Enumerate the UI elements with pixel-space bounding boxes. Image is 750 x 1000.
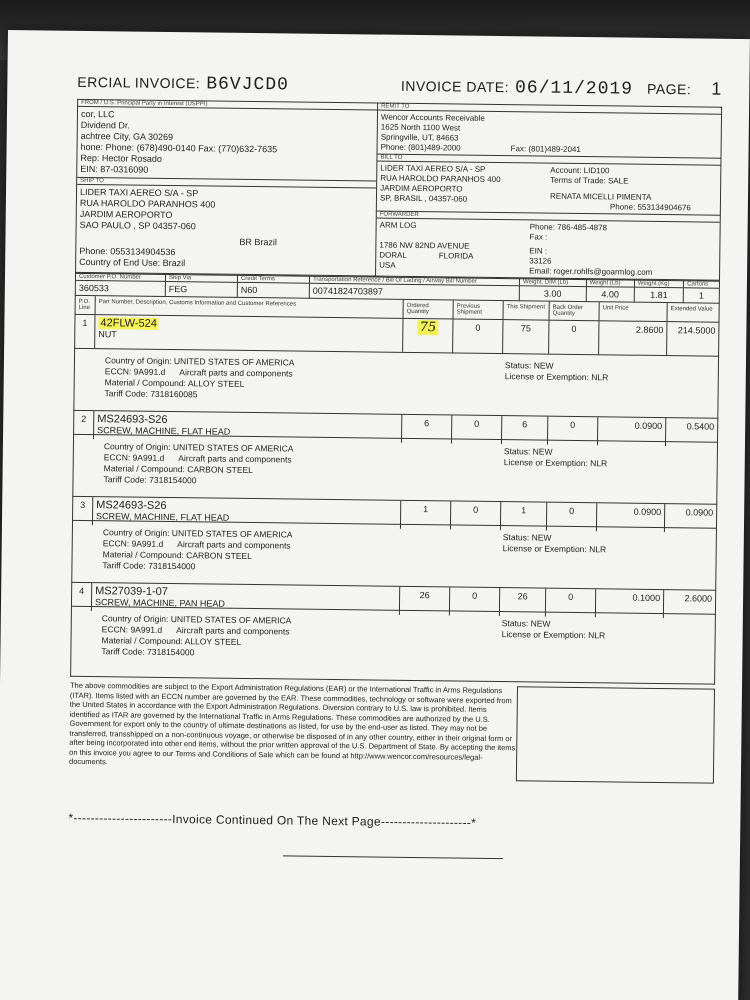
remit-line: Springville, UT, 84663 [380,132,459,143]
ordered-quantity: 1 [401,501,451,530]
part-description: NUT [98,329,117,340]
part-number: MS24693-S26 [96,499,167,512]
invoice-header [77,71,722,101]
po-number-header: Customer P.O. Number [76,274,165,282]
line-number: 1 [75,315,95,348]
tariff-code: Tariff Code: 7318160085 [104,388,198,400]
part-number: 42FLW-524 [100,317,157,330]
col-extended-value: Extended Value [670,306,713,313]
bill-to-line: JARDIM AEROPORTO [380,183,463,194]
weight-dim-header: Weight, DIM (Lb) [520,279,586,287]
back-order-quantity: 0 [549,321,599,355]
from-line: cor, LLC [80,108,115,120]
bill-to-phone: Phone: 553134904676 [609,202,691,213]
col-ordered-qty: Ordered Quantity [404,300,454,319]
from-caption: FROM / U.S. Principal Party in Interest (USPPI) [78,100,377,111]
item-status: Status: NEW [504,360,554,371]
eccn: ECCN: 9A991.d [102,538,164,549]
ship-to-line: LIDER TAXI AEREO S/A - SP [79,186,199,199]
cartons: 1 [698,290,704,301]
ship-to-line: JARDIM AEROPORTO [79,208,173,221]
bill-to-block [376,154,721,215]
credit-terms: N60 [240,284,258,296]
continued-notice: *-----------------------Invoice Continued On The Next Page---------------------* [68,810,477,830]
export-compliance-text: The above commodities are subject to the Export Administration Regulations (EAR) or the International Traffic in Arms Regulations (ITAR). Items listed with an ECCN number are governed by the EAR. These commodities, technology or software were exported from the United States in accordance with the Export Administration Regulations. Diversion contrary to U.S. law is prohibited. Items identified as ITAR are governed by the International Traffic in Arms Regulations. These commodities are authorized by the U.S. Government for export only to the country of ultimate destinations as listed, for use by the end-user as listed. They may not be transferred, transshipped on a non-continuous voyage, or otherwise be disposed of in any other country, either in their original form or after being incorporated into other end items, without the prior written approval of the U.S. Department of State. By accepting the items on this invoice you agree to our Terms and Conditions of Sale which can be found at http://www.wencor.com/resources/legal-documents. [69,680,516,767]
invoice-date: 06/11/2019 [514,78,634,100]
material: Material / Compound: CARBON STEEL [103,463,253,476]
col-unit-price: Unit Price [599,302,667,321]
legal-section [69,681,715,784]
this-shipment: 26 [500,588,546,617]
weight-dim: 3.00 [543,288,562,299]
po-number: 360533 [78,282,109,294]
material: Material / Compound: ALLOY STEEL [101,635,242,647]
col-po-line: P.O. Line [76,296,96,314]
forwarder-zip: 33126 [529,256,552,266]
signature-line [283,855,503,859]
forwarder-ein: EIN : [529,246,548,256]
previous-shipment: 0 [453,319,503,353]
forwarder-caption: FORWARDER [377,212,720,223]
from-line: Rep: Hector Rosado [80,152,163,164]
invoice-paper [0,30,750,1000]
tariff-code: Tariff Code: 7318154000 [101,646,195,658]
ship-to-line: SAO PAULO , SP 04357-060 [79,219,196,232]
page-label: PAGE: [646,80,692,98]
bill-to-contact: RENATA MICELLI PIMENTA [549,191,652,202]
col-previous-shipment: Previous Shipment [454,300,504,319]
remit-caption: REMIT TO [378,104,721,115]
col-back-order: Back Order Quantity [550,302,600,321]
license-exemption: License or Exemption: NLR [503,457,608,469]
extended-value: 0.5400 [686,421,715,432]
from-line: EIN: 87-0316090 [80,163,149,175]
unit-price: 0.0900 [598,417,666,446]
extended-value: 2.6000 [684,593,713,604]
eccn: ECCN: 9A991.d [104,366,166,377]
airway-bill-header: Transportation Reference / Bill Of Lading / Airway Bill Number [310,277,519,287]
license-exemption: License or Exemption: NLR [502,543,607,555]
material: Material / Compound: ALLOY STEEL [104,377,245,389]
license-exemption: License or Exemption: NLR [501,629,606,641]
forwarder-name: ARM LOG [379,220,417,231]
previous-shipment: 0 [451,501,501,530]
back-order-quantity: 0 [546,589,596,618]
ship-to-caption: SHIP TO [77,177,376,189]
terms-of-trade: Terms of Trade: SALE [550,175,629,186]
weight-kg: 1.81 [650,289,668,301]
ship-to-line: RUA HAROLDO PARANHOS 400 [79,197,216,210]
address-table [75,99,722,281]
forwarder-block [376,211,721,280]
eccn: ECCN: 9A991.d [101,624,163,635]
part-number: MS27039-1-07 [95,585,169,598]
ordered-quantity: 6 [402,415,452,444]
weight-kg-header: Weight (Kg) [635,281,683,289]
material: Material / Compound: CARBON STEEL [102,549,252,562]
from-line: achtree City, GA 30269 [80,130,174,143]
forwarder-phone: Phone: 786-485-4878 [529,222,608,233]
tariff-code: Tariff Code: 7318154000 [102,560,196,572]
ordered-quantity: 75 [419,320,437,336]
weight-lb: 4.00 [601,289,619,300]
forwarder-address: 1786 NW 82ND AVENUE [379,240,470,251]
part-number: MS24693-S26 [97,413,168,426]
invoice-number: B6VJCD0 [206,74,289,96]
unit-price: 2.8600 [599,321,667,355]
remit-block [377,103,722,158]
cartons-header: Cartons [684,281,719,288]
invoice-date-label: INVOICE DATE: [400,77,510,96]
account-number: Account: LID100 [550,165,610,176]
item-status: Status: NEW [502,532,552,543]
unit-price: 0.1000 [596,589,664,618]
invoice-page [68,71,723,862]
tariff-code: Tariff Code: 7318154000 [103,474,197,486]
back-order-quantity: 0 [548,417,598,446]
eccn-description: Aircraft parts and components [176,625,290,637]
from-line: Dividend Dr. [80,119,130,131]
ship-to-country: BR Brazil [239,236,278,248]
forwarder-city: DORAL [379,250,407,260]
forwarder-fax: Fax : [529,232,548,242]
weight-lb-header: Weight (Lb) [587,280,634,288]
remit-fax: Fax: (801)489-2041 [510,144,581,155]
bill-to-caption: BILL TO [377,155,720,166]
line-item-details [73,349,719,419]
ship-to-phone: Phone: 0553134904536 [79,245,176,258]
remit-line: Phone: (801)489-2000 [380,142,461,153]
line-number: 2 [74,411,94,439]
previous-shipment: 0 [450,587,500,616]
part-description: SCREW, MACHINE, PAN HEAD [94,597,225,609]
eccn-description: Aircraft parts and components [179,367,293,379]
forwarder-state: FLORIDA [438,251,474,261]
eccn-description: Aircraft parts and components [178,453,292,465]
from-line: hone: Phone: (678)490-0140 Fax: (770)632-7635 [80,141,278,155]
part-description: SCREW, MACHINE, FLAT HEAD [97,425,231,437]
this-shipment: 6 [502,416,548,445]
extended-value: 0.0900 [685,507,714,518]
country-of-origin: Country of Origin: UNITED STATES OF AMERICA [102,527,293,540]
col-part-description: Part Number, Description, Customs Information and Customer References [96,296,404,318]
item-status: Status: NEW [503,446,553,457]
ship-via-header: Ship Via [166,275,237,283]
ordered-quantity: 26 [400,587,450,616]
extended-value: 214.5000 [677,325,716,336]
forwarder-email: Email: roger.rohlfs@goarmlog.com [529,266,653,277]
line-item-details [70,607,716,685]
eccn: ECCN: 9A991.d [103,452,165,463]
line-number: 4 [72,583,92,611]
remit-line: Wencor Accounts Receivable [380,112,485,123]
unit-price: 0.0900 [597,503,665,532]
country-of-origin: Country of Origin: UNITED STATES OF AMERICA [104,355,295,368]
from-block [76,99,378,276]
airway-bill: 00741824703897 [312,285,383,297]
line-number: 3 [73,497,93,525]
invoice-title: ERCIAL INVOICE: [77,73,201,92]
bill-to-line: RUA HAROLDO PARANHOS 400 [380,173,501,185]
forwarder-country: USA [379,260,396,270]
part-description: SCREW, MACHINE, FLAT HEAD [96,511,230,523]
remit-line: 1625 North 1100 West [380,122,461,133]
signature-box [515,686,715,783]
bill-to-line: LIDER TAXI AEREO S/A - SP [380,163,486,174]
previous-shipment: 0 [452,415,502,444]
page-number: 1 [711,78,723,99]
credit-terms-header: Credit Terms [238,276,309,284]
eccn-description: Aircraft parts and components [177,539,291,551]
license-exemption: License or Exemption: NLR [504,371,609,383]
col-this-shipment: This Shipment [504,301,550,320]
item-status: Status: NEW [501,618,551,629]
back-order-quantity: 0 [547,503,597,532]
this-shipment: 1 [501,502,547,531]
end-use-country: Country of End Use: Brazil [79,256,186,269]
country-of-origin: Country of Origin: UNITED STATES OF AMERICA [101,613,292,626]
bill-to-line: SP, BRASIL , 04357-060 [379,193,468,204]
this-shipment: 75 [503,320,549,354]
ship-via: FEG [168,283,188,295]
country-of-origin: Country of Origin: UNITED STATES OF AMERICA [103,441,294,454]
